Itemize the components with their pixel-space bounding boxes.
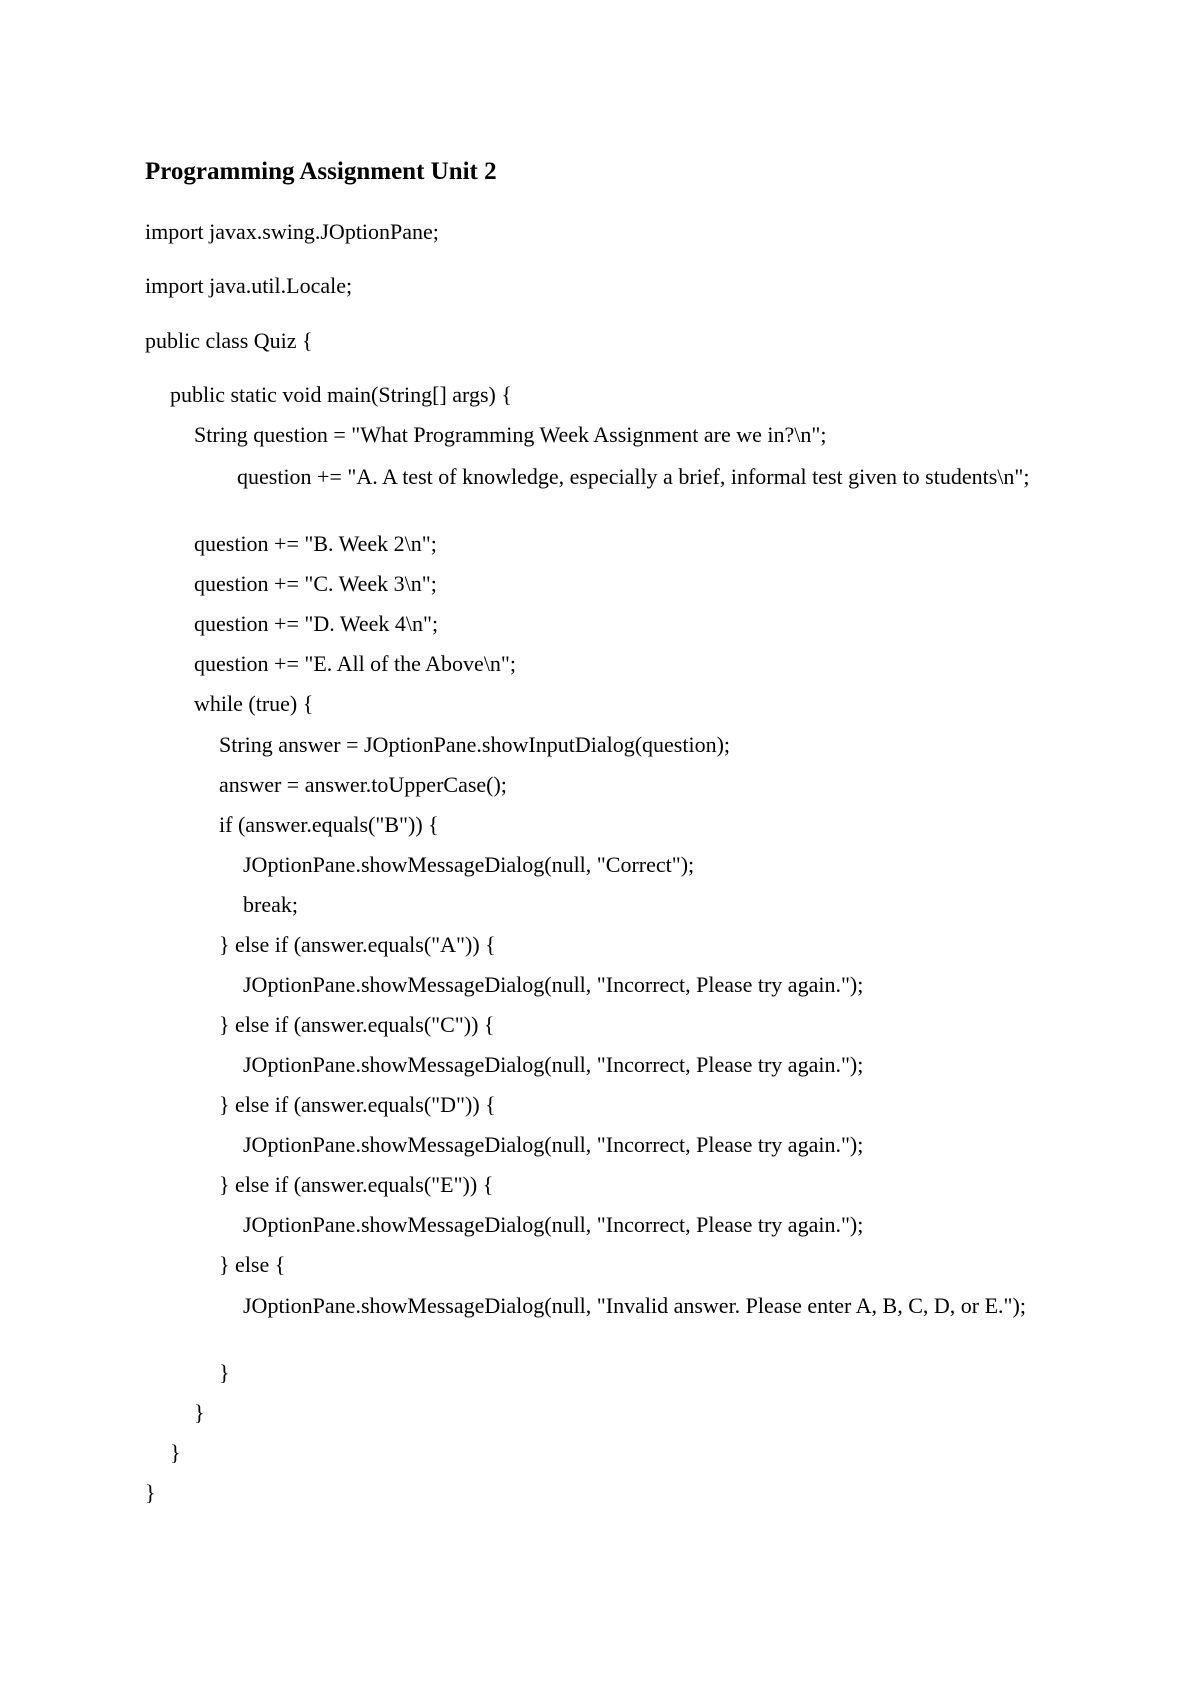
code-line: public class Quiz { [145, 328, 313, 353]
code-line: } [170, 1440, 181, 1465]
code-line: JOptionPane.showMessageDialog(null, "Invalid answer. Please enter A, B, C, D, or E."); [243, 1293, 1026, 1318]
code-line: String answer = JOptionPane.showInputDialog(question); [219, 732, 731, 757]
code-line: import javax.swing.JOptionPane; [145, 219, 439, 244]
code-line: question += "B. Week 2\n"; [194, 531, 437, 556]
code-line: } [194, 1400, 205, 1425]
code-line: question += "E. All of the Above\n"; [194, 651, 517, 676]
code-line: } [219, 1360, 230, 1385]
code-line: JOptionPane.showMessageDialog(null, "Incorrect, Please try again."); [243, 972, 864, 997]
page-title: Programming Assignment Unit 2 [145, 158, 497, 185]
code-line: answer = answer.toUpperCase(); [219, 772, 507, 797]
code-line: JOptionPane.showMessageDialog(null, "Incorrect, Please try again."); [243, 1052, 864, 1077]
code-line: question += "C. Week 3\n"; [194, 571, 437, 596]
code-line: while (true) { [194, 691, 314, 716]
code-line: } else { [219, 1252, 286, 1277]
code-line: String question = "What Programming Week Assignment are we in?\n"; [194, 422, 827, 447]
code-line: break; [243, 892, 298, 917]
code-line: JOptionPane.showMessageDialog(null, "Incorrect, Please try again."); [243, 1132, 864, 1157]
code-line: } else if (answer.equals("A")) { [219, 932, 496, 957]
code-line: question += "A. A test of knowledge, especially a brief, informal test given to students\n"; [237, 464, 1030, 489]
code-line: } [145, 1480, 156, 1505]
code-line: if (answer.equals("B")) { [219, 812, 439, 837]
code-line: import java.util.Locale; [145, 273, 353, 298]
code-line: } else if (answer.equals("E")) { [219, 1172, 494, 1197]
code-line: JOptionPane.showMessageDialog(null, "Incorrect, Please try again."); [243, 1212, 864, 1237]
code-line: JOptionPane.showMessageDialog(null, "Correct"); [243, 852, 695, 877]
code-line: question += "D. Week 4\n"; [194, 611, 439, 636]
code-line: } else if (answer.equals("D")) { [219, 1092, 496, 1117]
code-line: public static void main(String[] args) { [170, 382, 512, 407]
code-line: } else if (answer.equals("C")) { [219, 1012, 495, 1037]
